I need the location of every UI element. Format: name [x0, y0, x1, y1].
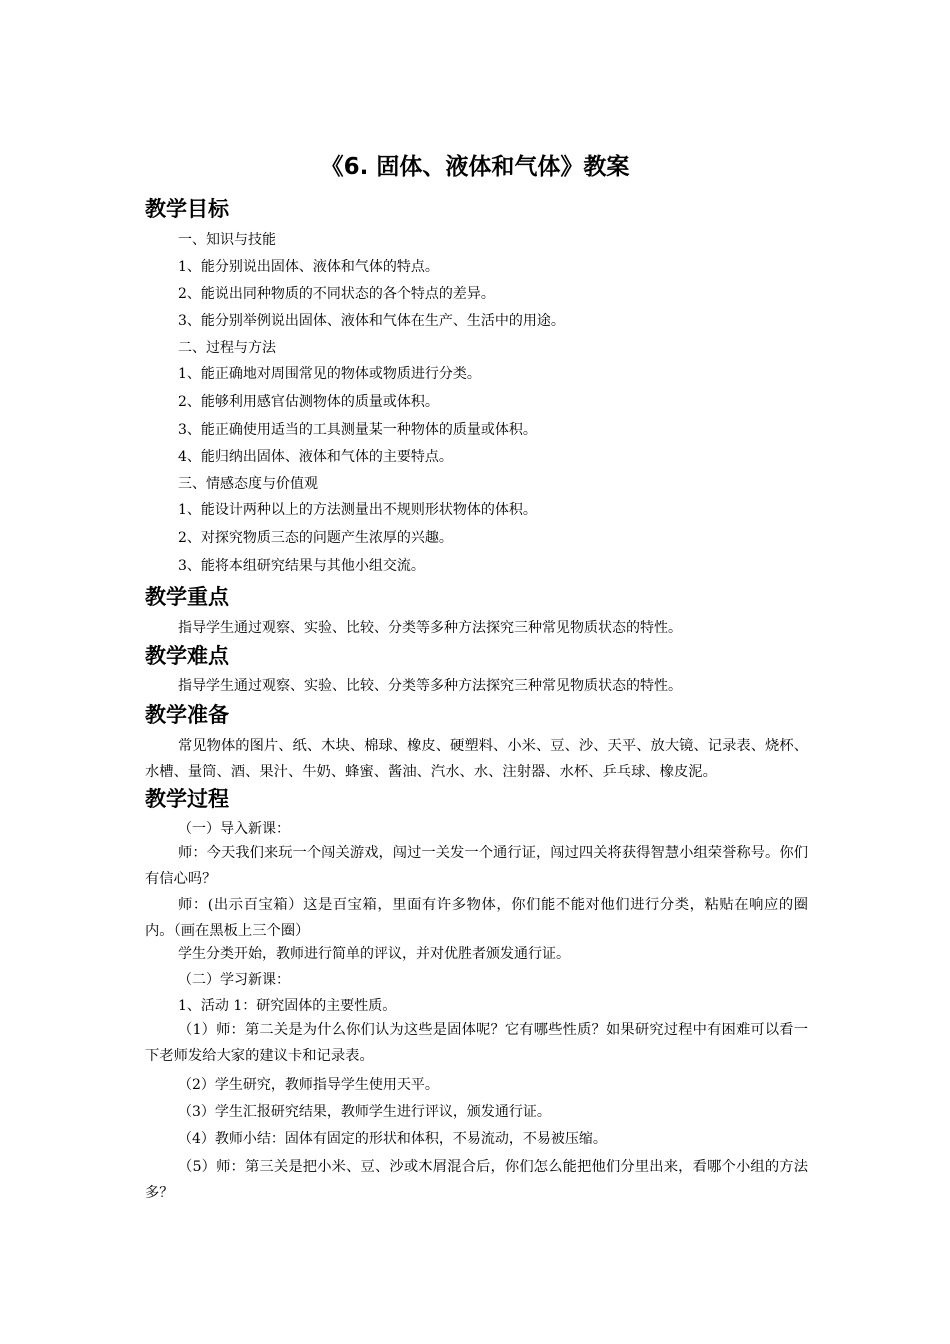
document-title: 《6. 固体、液体和气体》教案 [320, 154, 630, 180]
objective-item: 3、能分别举例说出固体、液体和气体在生产、生活中的用途。 [178, 313, 565, 329]
process-step: （3）学生汇报研究结果，教师学生进行评议，颁发通行证。 [178, 1104, 551, 1120]
heading-key-points: 教学重点 [145, 585, 229, 609]
heading-objectives: 教学目标 [145, 197, 229, 221]
heading-difficulties: 教学难点 [145, 644, 229, 668]
heading-process: 教学过程 [145, 787, 229, 811]
process-paragraph: 学生分类开始，教师进行简单的评议，并对优胜者颁发通行证。 [178, 946, 570, 962]
subheading-knowledge: 一、知识与技能 [178, 232, 276, 248]
key-points-text: 指导学生通过观察、实验、比较、分类等多种方法探究三种常见物质状态的特性。 [178, 620, 682, 636]
process-step: （2）学生研究，教师指导学生使用天平。 [178, 1077, 439, 1093]
objective-item: 2、能够利用感官估测物体的质量或体积。 [178, 394, 439, 410]
preparation-text: 常见物体的图片、纸、木块、棉球、橡皮、硬塑料、小米、豆、沙、天平、放大镜、记录表、烧杯、水槽、量筒、酒、果汁、牛奶、蜂蜜、酱油、汽水、水、注射器、水杯、乒乓球、橡皮泥。 [145, 738, 808, 780]
heading-preparation: 教学准备 [145, 703, 229, 727]
objective-item: 2、对探究物质三态的问题产生浓厚的兴趣。 [178, 530, 453, 546]
process-activity: 1、活动 1：研究固体的主要性质。 [178, 998, 397, 1014]
process-step: （4）教师小结：固体有固定的形状和体积，不易流动，不易被压缩。 [178, 1131, 607, 1147]
process-paragraph: 师：(出示百宝箱）这是百宝箱，里面有许多物体，你们能不能对他们进行分类，粘贴在响应的圈内。（画在黑板上三个圈） [145, 897, 808, 939]
process-paragraph: 师：今天我们来玩一个闯关游戏，闯过一关发一个通行证，闯过四关将获得智慧小组荣誉称号。你们有信心吗？ [145, 845, 808, 887]
process-step: （1）师：第二关是为什么你们认为这些是固体呢？它有哪些性质？如果研究过程中有困难可以看一下老师发给大家的建议卡和记录表。 [145, 1022, 808, 1064]
objective-item: 1、能正确地对周围常见的物体或物质进行分类。 [178, 366, 481, 382]
subheading-attitude: 三、情感态度与价值观 [178, 476, 318, 492]
objective-item: 3、能正确使用适当的工具测量某一种物体的质量或体积。 [178, 422, 537, 438]
objective-item: 4、能归纳出固体、液体和气体的主要特点。 [178, 449, 453, 465]
subheading-process: 二、过程与方法 [178, 340, 276, 356]
process-new-lesson: （二）学习新课： [178, 972, 290, 988]
objective-item: 1、能设计两种以上的方法测量出不规则形状物体的体积。 [178, 502, 537, 518]
objective-item: 1、能分别说出固体、液体和气体的特点。 [178, 259, 439, 275]
process-step: （5）师：第三关是把小米、豆、沙或木屑混合后，你们怎么能把他们分里出来，看哪个小组的方法多？ [145, 1159, 808, 1201]
difficulties-text: 指导学生通过观察、实验、比较、分类等多种方法探究三种常见物质状态的特性。 [178, 678, 682, 694]
objective-item: 3、能将本组研究结果与其他小组交流。 [178, 558, 425, 574]
process-intro: （一）导入新课： [178, 821, 290, 837]
objective-item: 2、能说出同种物质的不同状态的各个特点的差异。 [178, 286, 495, 302]
